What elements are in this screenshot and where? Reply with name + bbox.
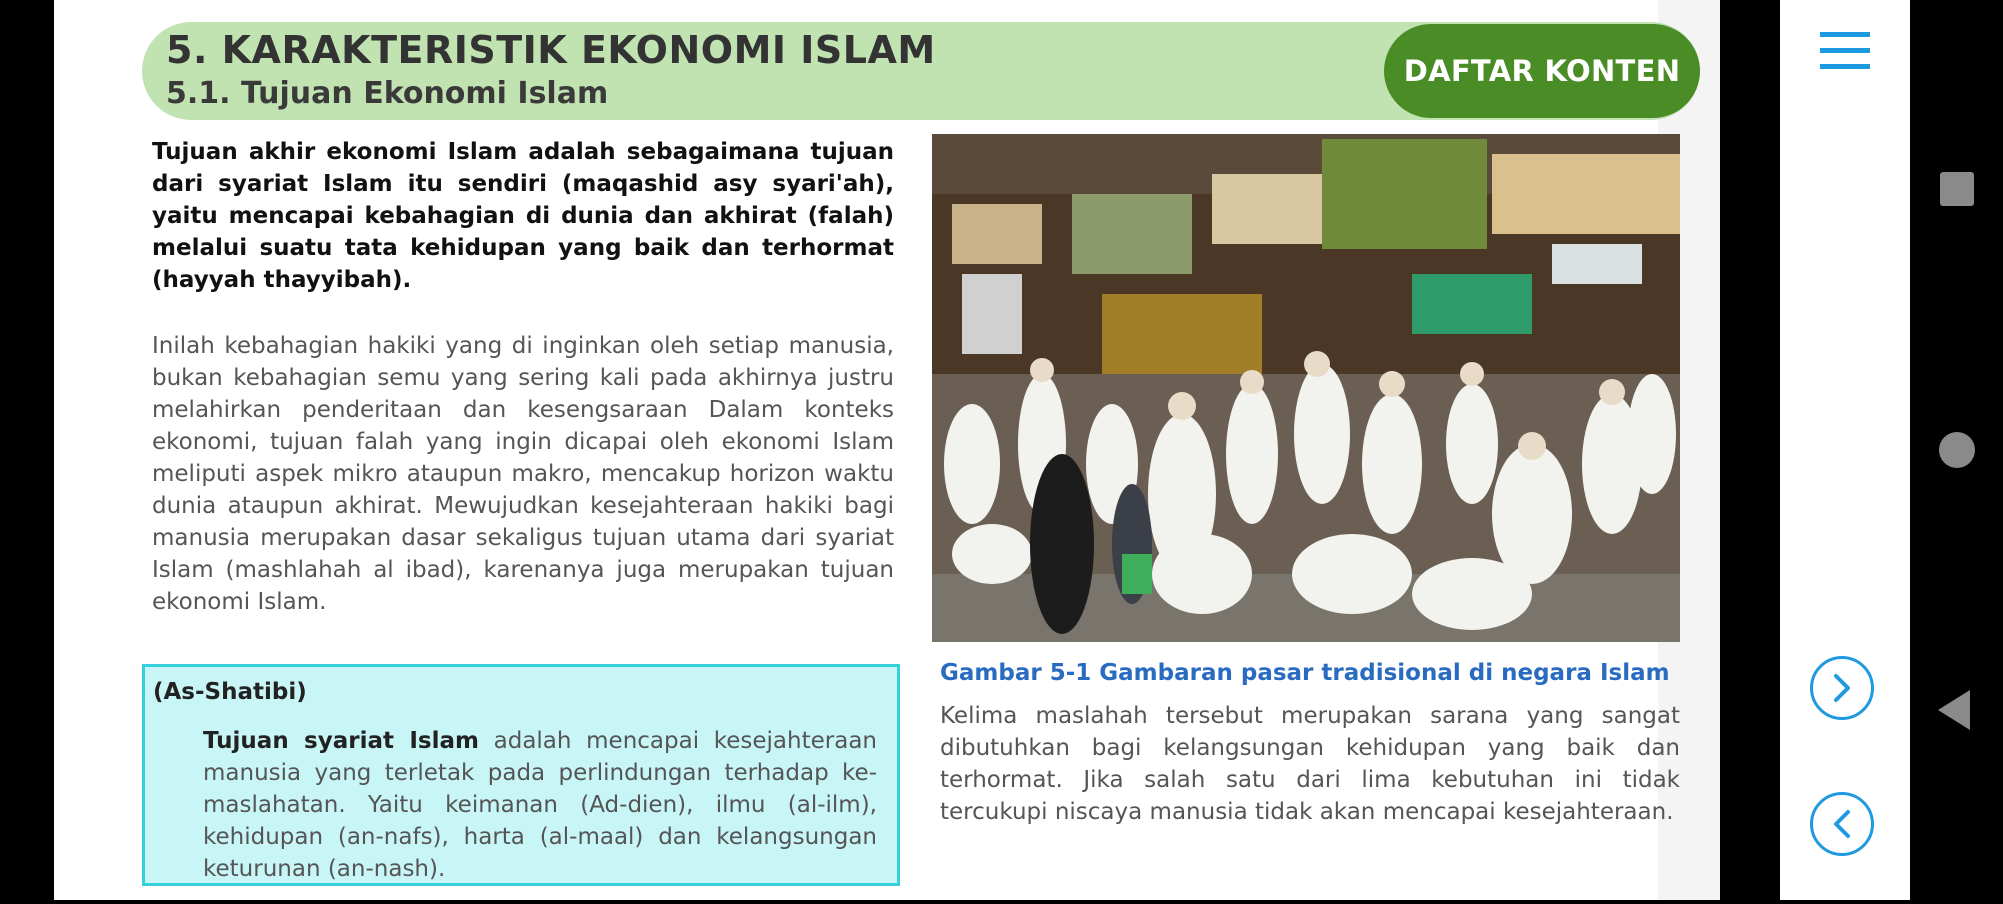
square-icon[interactable]	[1940, 172, 1974, 206]
chevron-left-icon	[1828, 808, 1856, 840]
side-navigation-panel	[1780, 0, 1910, 900]
next-page-button[interactable]	[1810, 656, 1874, 720]
section-title: 5.1. Tujuan Ekonomi Islam	[166, 76, 609, 111]
quote-source: (As-Shatibi)	[153, 679, 307, 705]
intro-paragraph: Tujuan akhir ekonomi Islam adalah sebagaimana tujuan dari syariat Islam itu sendiri (maqashid asy syari'ah), yaitu mencapai kebahagian di dunia dan akhirat (falah) melalui suatu tata kehidupan yang baik dan terhormat (hayyah thayyibah).	[152, 139, 894, 293]
circle-icon[interactable]	[1939, 432, 1975, 468]
system-navigation-bar	[1910, 0, 2003, 900]
quote-emphasis: Tujuan syariat Islam	[203, 728, 479, 754]
quote-box	[142, 664, 900, 886]
body-paragraph: Inilah kebahagian hakiki yang di inginkan oleh setiap manusia, bukan kebahagian semu yang sering kali pada akhirnya justru melahirkan penderitaan dan kesengsaraan Dalam konteks ekonomi, tujuan falah yang ingin dicapai oleh ekonomi Islam meliputi aspek mikro ataupun makro, mencakup horizon waktu dunia ataupun akhirat. Mewujudkan kesejahteraan hakiki bagi manusia merupakan dasar sekaligus tujuan utama dari syariat Islam (mashlahah al ibad), karenanya juga merupakan tujuan ekonomi Islam.	[152, 333, 894, 615]
previous-page-button[interactable]	[1810, 792, 1874, 856]
quote-text	[203, 725, 877, 885]
chapter-title: 5. KARAKTERISTIK EKONOMI ISLAM	[166, 28, 936, 72]
chevron-right-icon	[1828, 672, 1856, 704]
triangle-back-icon[interactable]	[1938, 690, 1970, 730]
hamburger-menu-icon[interactable]	[1816, 28, 1874, 76]
market-photo-illustration	[932, 134, 1680, 642]
figure-caption: Gambar 5-1 Gambaran pasar tradisional di negara Islam	[940, 660, 1670, 686]
right-paragraph: Kelima maslahah tersebut merupakan sarana yang sangat dibutuhkan bagi kelangsungan kehidupan yang baik dan terhormat. Jika salah satu dari lima kebutuhan ini tidak tercukupi niscaya manusia tidak akan mencapai kesejahteraan.	[940, 703, 1680, 825]
market-photo	[932, 134, 1680, 642]
quote-body: adalah mencapai kesejahteraan manusia yang terletak pada perlindungan terhadap ke-maslahatan. Yaitu keimanan (Ad-dien), ilmu (al-ilm), kehidupan (an-nafs), harta (al-maal) dan kelangsungan keturunan (an-nash).	[203, 728, 877, 882]
table-of-contents-button[interactable]: DAFTAR KONTEN	[1384, 24, 1700, 118]
